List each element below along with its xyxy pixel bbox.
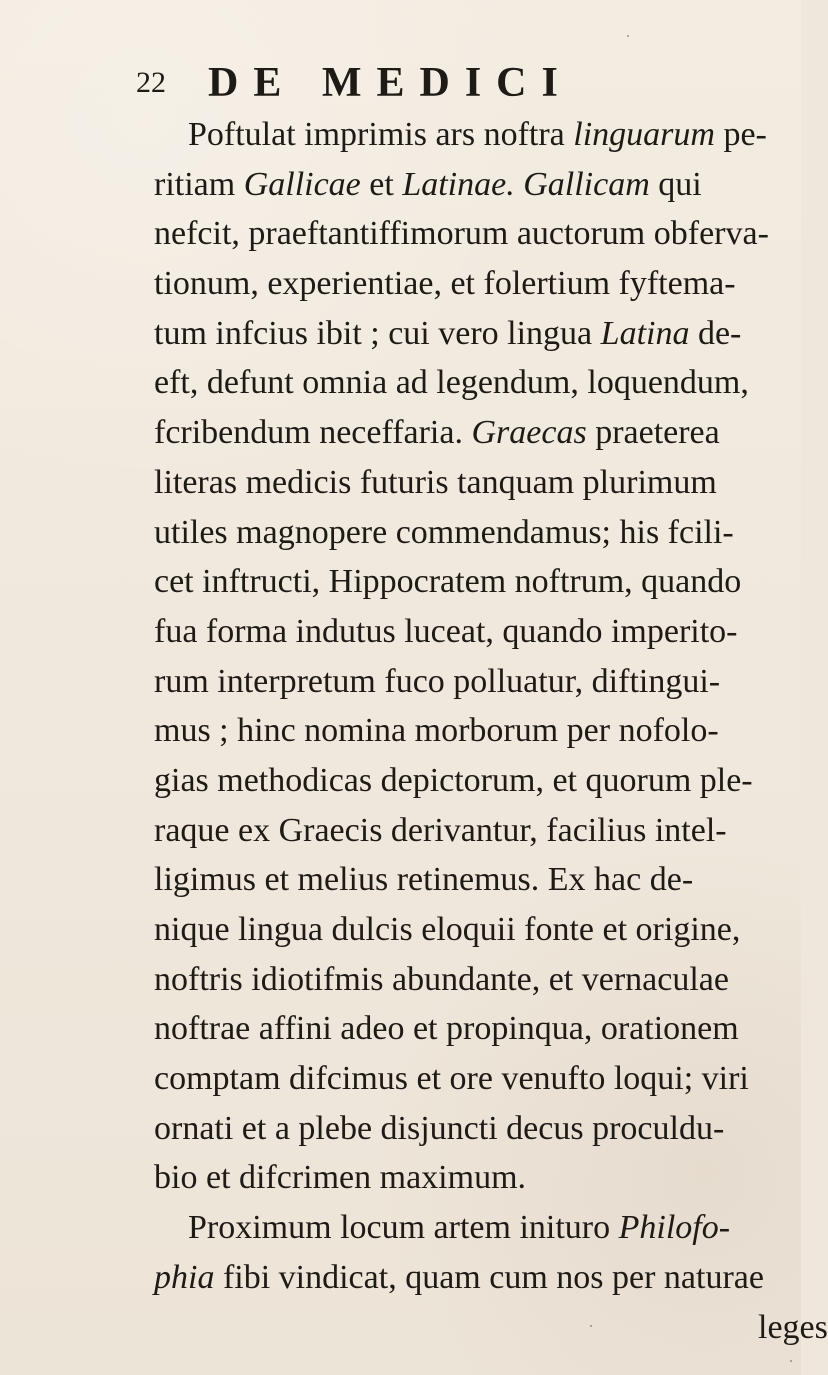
- page-number: 22: [136, 66, 166, 99]
- text-line: Poftulat imprimis ars noftra linguarum pe-: [188, 116, 767, 153]
- text-line: fcribendum neceffaria. Graecas praeterea: [154, 414, 720, 452]
- text-line: literas medicis futuris tanquam plurimum: [154, 463, 717, 501]
- text-line: comptam difcimus et ore venufto loqui; viri: [154, 1060, 749, 1098]
- catchword: leges: [758, 1308, 828, 1346]
- latin-text-body: [154, 110, 828, 1352]
- text-line: noftrae affini adeo et propinqua, orationem: [154, 1010, 739, 1048]
- text-line: phia fibi vindicat, quam cum nos per naturae: [154, 1258, 764, 1296]
- text-line: fua forma indutus luceat, quando imperito-: [154, 612, 738, 650]
- text-line: Proximum locum artem inituro Philofo-: [188, 1209, 731, 1247]
- text-line: ritiam Gallicae et Latinae. Gallicam qui: [154, 165, 702, 203]
- paper-speck: [790, 1360, 792, 1362]
- text-line: mus ; hinc nomina morborum per nofolo-: [154, 712, 719, 750]
- paper-speck: [627, 35, 629, 37]
- text-line: utiles magnopere commendamus; his fcili-: [154, 513, 734, 551]
- running-head: DE MEDICI: [208, 60, 573, 106]
- text-line: eft, defunt omnia ad legendum, loquendum,: [154, 364, 749, 402]
- text-line: gias methodicas depictorum, et quorum ple-: [154, 761, 753, 799]
- text-line: nefcit, praeftantiffimorum auctorum obferva-: [154, 215, 769, 253]
- paper-speck: [590, 1325, 592, 1327]
- text-line: raque ex Graecis derivantur, facilius intel-: [154, 811, 727, 849]
- text-line: nique lingua dulcis eloquii fonte et origine,: [154, 911, 741, 948]
- text-line: ornati et a plebe disjuncti decus proculdu-: [154, 1109, 725, 1147]
- text-line: bio et difcrimen maximum.: [154, 1159, 527, 1197]
- text-line: tum infcius ibit ; cui vero lingua Latina de-: [154, 314, 742, 352]
- text-line: noftris idiotifmis abundante, et vernaculae: [154, 960, 729, 998]
- text-line: tionum, experientiae, et folertium fyftema-: [154, 265, 736, 303]
- text-line: cet inftructi, Hippocratem noftrum, quando: [154, 563, 742, 601]
- page-header: [136, 62, 636, 104]
- text-line: rum interpretum fuco polluatur, diftingui-: [154, 662, 721, 700]
- text-line: ligimus et melius retinemus. Ex hac de-: [154, 861, 694, 899]
